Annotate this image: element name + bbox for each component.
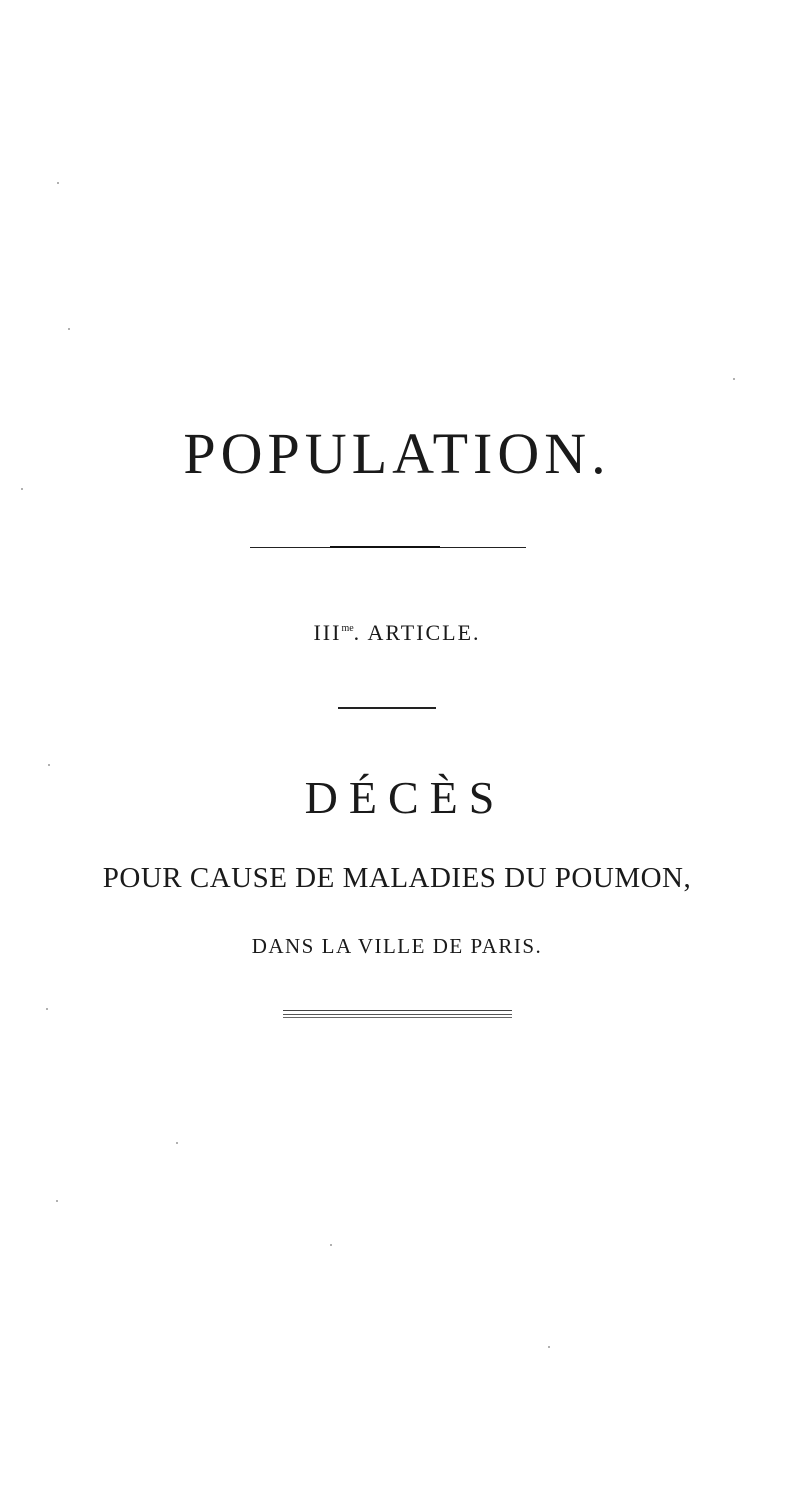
paper-speck	[330, 1244, 332, 1246]
title-divider-center	[330, 546, 440, 548]
paper-speck	[548, 1346, 550, 1348]
paper-speck	[21, 488, 23, 490]
closing-divider-top	[283, 1010, 512, 1011]
article-divider	[338, 707, 436, 709]
article-heading	[0, 614, 794, 648]
paper-speck	[56, 1200, 58, 1202]
closing-divider-bottom	[283, 1017, 512, 1018]
article-label: . ARTICLE.	[353, 620, 481, 645]
paper-speck	[176, 1142, 178, 1144]
paper-speck	[733, 378, 735, 380]
article-superscript: me	[341, 623, 354, 634]
paper-speck	[68, 328, 70, 330]
article-number: III	[313, 620, 342, 645]
paper-speck	[46, 1008, 48, 1010]
paper-speck	[48, 764, 50, 766]
section-location: DANS LA VILLE DE PARIS.	[251, 934, 543, 958]
section-subtitle: POUR CAUSE DE MALADIES DU POUMON,	[102, 862, 692, 894]
paper-speck	[57, 182, 59, 184]
closing-divider-middle	[283, 1014, 512, 1015]
page-title: POPULATION.	[183, 421, 611, 486]
section-heading: DÉCÈS	[304, 772, 506, 823]
